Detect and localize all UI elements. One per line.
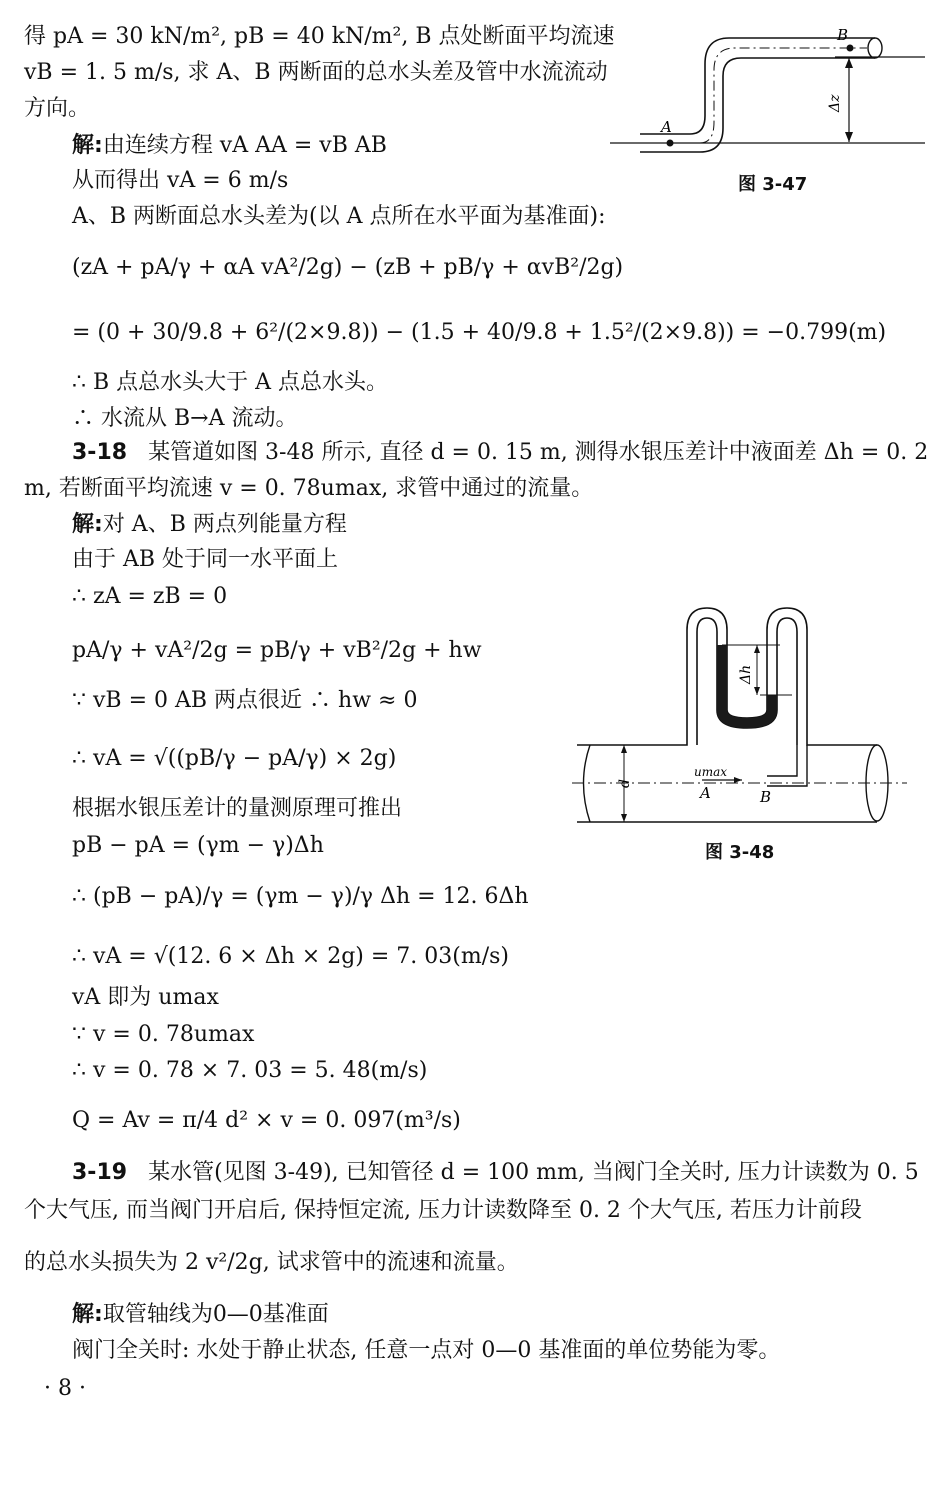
solution-text: 取管轴线为0—0基准面 — [102, 1302, 329, 1327]
solution-line: ∴ zA = zB = 0 — [72, 584, 228, 609]
question-text: 某管道如图 3-48 所示, 直径 d = 0. 15 m, 测得水银压差计中液面差 Δh = 0. 2 — [148, 440, 929, 465]
question-line — [72, 1158, 919, 1188]
solution-label: 解: — [72, 1302, 103, 1327]
mercury-fill — [717, 645, 777, 728]
solution-text: 由连续方程 vA AA = vB AB — [102, 133, 387, 158]
equation-line: Q = Av = π/4 d² × v = 0. 097(m³/s) — [72, 1108, 461, 1133]
solution-line: ∵ vB = 0 AB 两点很近 ∴ hw ≈ 0 — [72, 688, 418, 713]
question-number: 3-18 — [72, 440, 128, 465]
equation-line: (zA + pA/γ + αA vA²/2g) − (zB + pB/γ + αvB²/2g) — [72, 255, 624, 280]
label-d: d — [617, 779, 633, 788]
solution-line: A、B 两断面总水头差为(以 A 点所在水平面为基准面): — [72, 204, 606, 229]
text-line: vB = 1. 5 m/s, 求 A、B 两断面的总水头差及管中水流流动 — [24, 60, 608, 85]
solution-line — [72, 510, 347, 540]
label-a: A — [661, 118, 672, 136]
solution-line: ∵ v = 0. 78umax — [72, 1022, 255, 1047]
solution-line: 从而得出 vA = 6 m/s — [72, 168, 289, 193]
equation-line: ∴ vA = √((pB/γ − pA/γ) × 2g) — [72, 746, 397, 771]
page-number: · 8 · — [44, 1376, 86, 1401]
pipe-upper-wall — [640, 38, 875, 134]
solution-line: 根据水银压差计的量测原理可推出 — [72, 796, 403, 821]
label-b: B — [837, 26, 849, 44]
figure-caption: 图 3-48 — [705, 842, 775, 863]
point-b — [847, 45, 854, 52]
text-line: 得 pA = 30 kN/m², pB = 40 kN/m², B 点处断面平均流速 — [24, 24, 615, 49]
conclusion-line: ∴ 水流从 B→A 流动。 — [72, 406, 298, 431]
equation-line: ∴ vA = √(12. 6 × Δh × 2g) = 7. 03(m/s) — [72, 944, 509, 969]
solution-line: 阀门全关时: 水处于静止状态, 任意一点对 0—0 基准面的单位势能为零。 — [72, 1338, 781, 1363]
solution-label: 解: — [72, 133, 103, 158]
equation-line: = (0 + 30/9.8 + 6²/(2×9.8)) − (1.5 + 40/9.8 + 1.5²/(2×9.8)) = −0.799(m) — [72, 320, 887, 345]
question-line: 个大气压, 而当阀门开启后, 保持恒定流, 压力计读数降至 0. 2 个大气压, 若压力计前段 — [24, 1198, 862, 1223]
equation-line: pA/γ + vA²/2g = pB/γ + vB²/2g + hw — [72, 638, 482, 663]
question-line — [72, 438, 928, 468]
solution-line: vA 即为 umax — [72, 985, 219, 1010]
figure-3-47 — [605, 24, 935, 164]
label-a: A — [700, 784, 711, 802]
equation-line: pB − pA = (γm − γ)Δh — [72, 833, 324, 858]
label-dz: Δz — [827, 94, 843, 112]
solution-line: 由于 AB 处于同一水平面上 — [72, 547, 339, 572]
text-line: 方向。 — [24, 96, 91, 121]
pipe-end — [868, 38, 882, 58]
figure-3-48 — [572, 600, 912, 835]
pitot-tube — [767, 745, 807, 786]
solution-text: 对 A、B 两点列能量方程 — [102, 512, 347, 537]
equation-line: ∴ (pB − pA)/γ = (γm − γ)/γ Δh = 12. 6Δh — [72, 884, 529, 909]
label-dh: Δh — [738, 664, 754, 684]
solution-label: 解: — [72, 512, 103, 537]
question-text: 某水管(见图 3-49), 已知管径 d = 100 mm, 当阀门全关时, 压力计读数为 0. 5 — [148, 1160, 919, 1185]
question-line: 的总水头损失为 2 v²/2g, 试求管中的流速和流量。 — [24, 1250, 519, 1275]
label-umax: umax — [694, 765, 728, 779]
solution-line: ∴ v = 0. 78 × 7. 03 = 5. 48(m/s) — [72, 1058, 428, 1083]
solution-line — [72, 1300, 329, 1330]
question-line: m, 若断面平均流速 v = 0. 78umax, 求管中通过的流量。 — [24, 476, 594, 501]
point-a — [667, 140, 674, 147]
figure-caption: 图 3-47 — [738, 174, 808, 195]
flow-arrowhead — [734, 777, 742, 783]
question-number: 3-19 — [72, 1160, 128, 1185]
conclusion-line: ∴ B 点总水头大于 A 点总水头。 — [72, 370, 389, 395]
solution-line — [72, 131, 387, 161]
label-b: B — [760, 788, 772, 806]
